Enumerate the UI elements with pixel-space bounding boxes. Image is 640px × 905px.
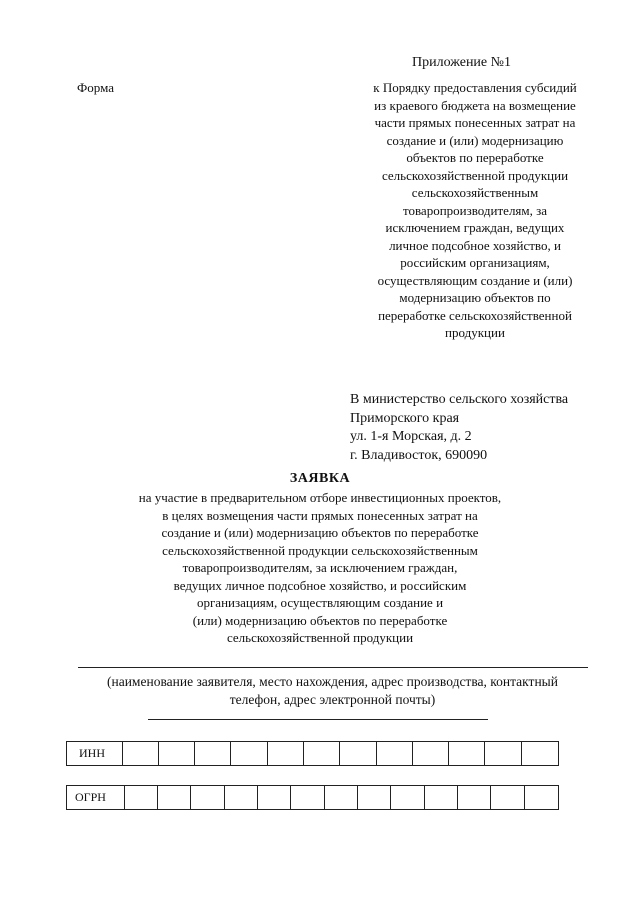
appendix-line: части прямых понесенных затрат на [374, 115, 576, 130]
appendix-line: модернизацию объектов по [399, 290, 551, 305]
inn-digit-cell[interactable] [159, 742, 195, 765]
appendix-line: сельскохозяйственным [411, 185, 539, 200]
subtitle-line: в целях возмещения части прямых понесенных затрат на [162, 507, 478, 523]
ogrn-digit-cell[interactable] [158, 786, 191, 809]
hint-line: телефон, адрес электронной почты) [229, 692, 436, 707]
appendix-line: из краевого бюджета на возмещение [374, 97, 576, 113]
appendix-line: личное подсобное хозяйство, и [389, 237, 561, 253]
ogrn-digit-cell[interactable] [191, 786, 224, 809]
inn-grid [66, 741, 559, 766]
ogrn-digit-cell[interactable] [325, 786, 358, 809]
document-subtitle [90, 489, 550, 647]
inn-digit-cell[interactable] [195, 742, 231, 765]
ogrn-digit-cell[interactable] [391, 786, 424, 809]
address-line: Приморского края [350, 410, 460, 426]
applicant-field-hint [70, 673, 595, 709]
appendix-line: российским организациям, [400, 255, 550, 270]
inn-digit-cell[interactable] [413, 742, 449, 765]
subtitle-line: товаропроизводителям, за исключением граждан, [182, 560, 458, 575]
inn-digit-cell[interactable] [231, 742, 267, 765]
ogrn-digit-cell[interactable] [525, 786, 558, 809]
inn-digit-cell[interactable] [304, 742, 340, 765]
address-line: ул. 1-я Морская, д. 2 [350, 429, 472, 444]
applicant-contact-field[interactable] [148, 719, 488, 720]
applicant-name-field[interactable] [78, 667, 588, 668]
subtitle-line: создание и (или) модернизацию объектов по переработке [161, 525, 479, 540]
subtitle-line: на участие в предварительном отборе инвестиционных проектов, [138, 490, 502, 505]
appendix-line: осуществляющим создание и (или) [377, 272, 573, 288]
subtitle-line: ведущих личное подсобное хозяйство, и российским [173, 577, 467, 593]
appendix-line: к Порядку предоставления субсидий [373, 80, 577, 95]
inn-digit-cell[interactable] [268, 742, 304, 765]
appendix-line: создание и (или) модернизацию [386, 132, 564, 148]
inn-digit-cell[interactable] [522, 742, 558, 765]
inn-digit-cell[interactable] [485, 742, 521, 765]
hint-line: (наименование заявителя, место нахождения, адрес производства, контактный [107, 674, 558, 689]
ogrn-digit-cell[interactable] [458, 786, 491, 809]
appendix-line: сельскохозяйственной продукции [381, 167, 569, 183]
ogrn-digit-cell[interactable] [491, 786, 524, 809]
inn-digit-cell[interactable] [449, 742, 485, 765]
inn-label: ИНН [67, 742, 123, 765]
ogrn-digit-cell[interactable] [258, 786, 291, 809]
appendix-line: объектов по переработке [406, 150, 544, 165]
ogrn-digit-cell[interactable] [358, 786, 391, 809]
subtitle-line: (или) модернизацию объектов по переработке [192, 612, 448, 628]
inn-digit-cell[interactable] [377, 742, 413, 765]
ogrn-digit-cell[interactable] [125, 786, 158, 809]
inn-digit-cell[interactable] [123, 742, 159, 765]
subtitle-line: сельскохозяйственной продукции сельскохозяйственным [162, 542, 478, 558]
subtitle-line: организациям, осуществляющим создание и [196, 595, 444, 610]
appendix-line: переработке сельскохозяйственной [378, 307, 572, 323]
appendix-title: Приложение №1 [412, 55, 511, 70]
address-line: г. Владивосток, 690090 [350, 447, 488, 463]
ogrn-digit-cell[interactable] [291, 786, 324, 809]
form-label: Форма [77, 80, 114, 95]
document-title: ЗАЯВКА [289, 471, 351, 486]
ogrn-digit-cell[interactable] [225, 786, 258, 809]
appendix-line: продукции [445, 325, 505, 340]
ogrn-digit-cell[interactable] [425, 786, 458, 809]
appendix-line: товаропроизводителям, за [402, 202, 548, 218]
subtitle-line: сельскохозяйственной продукции [226, 630, 414, 645]
recipient-address [350, 391, 568, 465]
appendix-description [340, 79, 610, 342]
address-line: В министерство сельского хозяйства [350, 392, 569, 407]
inn-digit-cell[interactable] [340, 742, 376, 765]
ogrn-grid [66, 785, 559, 810]
appendix-line: исключением граждан, ведущих [385, 220, 565, 235]
ogrn-label: ОГРН [67, 786, 125, 809]
